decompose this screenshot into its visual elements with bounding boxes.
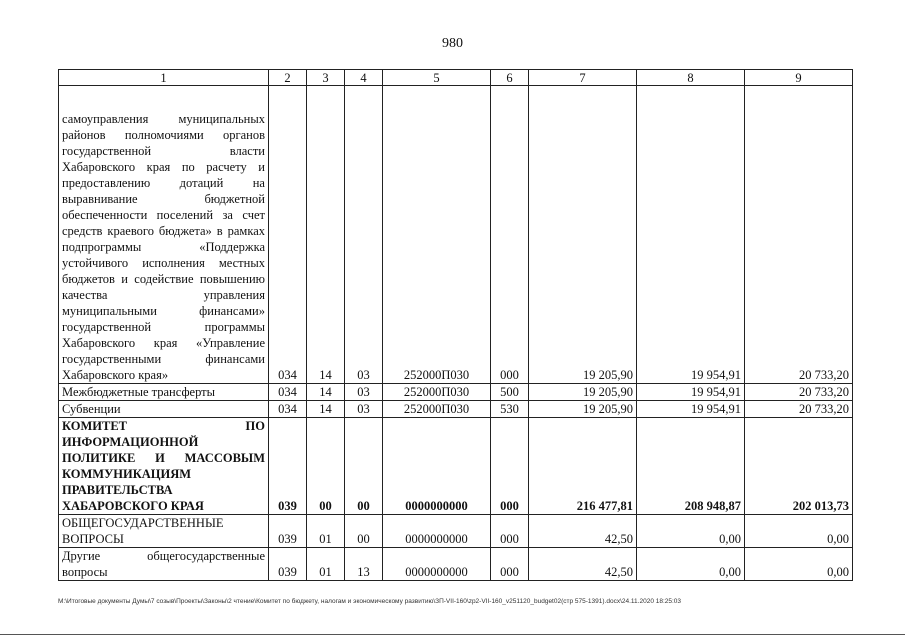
cell-admin-code: 039 (269, 548, 307, 581)
row-description: Другие общегосударственные вопросы (59, 548, 269, 581)
cell-amount-2022: 208 948,87 (637, 418, 745, 515)
cell-amount-2022: 0,00 (637, 515, 745, 548)
cell-target-article: 0000000000 (383, 515, 491, 548)
cell-amount-2022: 19 954,91 (637, 86, 745, 384)
budget-table (58, 69, 853, 581)
cell-target-article: 0000000000 (383, 548, 491, 581)
cell-amount-2022: 19 954,91 (637, 401, 745, 418)
cell-expense-type: 530 (491, 401, 529, 418)
cell-expense-type: 500 (491, 384, 529, 401)
cell-amount-2021: 19 205,90 (529, 86, 637, 384)
file-path-footer: M:\Итоговые документы Думы\7 созыв\Проекты\Законы\2 чтение\Комитет по бюджету, налогам и экономическому развитию\ЗП-VII-160\zp2-VII-160_v251120_budget02(стр 575-1391).docx\24.11.2020 18:25:03 (58, 598, 682, 605)
cell-expense-type: 000 (491, 418, 529, 515)
cell-amount-2021: 42,50 (529, 515, 637, 548)
header-cell: 1 (59, 70, 269, 86)
cell-amount-2023: 20 733,20 (745, 86, 853, 384)
cell-admin-code: 034 (269, 384, 307, 401)
cell-amount-2023: 20 733,20 (745, 401, 853, 418)
header-cell: 5 (383, 70, 491, 86)
header-cell: 3 (307, 70, 345, 86)
cell-target-article: 252000П030 (383, 384, 491, 401)
table-header-row (59, 70, 853, 86)
cell-expense-type: 000 (491, 86, 529, 384)
header-cell: 4 (345, 70, 383, 86)
cell-subsection: 00 (345, 515, 383, 548)
cell-amount-2023: 0,00 (745, 515, 853, 548)
page-bottom-rule (0, 634, 905, 635)
header-cell: 6 (491, 70, 529, 86)
cell-subsection: 13 (345, 548, 383, 581)
table-row-committee-total (59, 418, 853, 515)
cell-amount-2021: 216 477,81 (529, 418, 637, 515)
cell-admin-code: 039 (269, 515, 307, 548)
table-row (59, 86, 853, 384)
cell-section: 00 (307, 418, 345, 515)
cell-subsection: 03 (345, 384, 383, 401)
cell-subsection: 03 (345, 86, 383, 384)
cell-target-article: 0000000000 (383, 418, 491, 515)
table-row (59, 515, 853, 548)
cell-expense-type: 000 (491, 548, 529, 581)
cell-section: 14 (307, 401, 345, 418)
header-cell: 9 (745, 70, 853, 86)
cell-amount-2022: 19 954,91 (637, 384, 745, 401)
cell-admin-code: 039 (269, 418, 307, 515)
cell-expense-type: 000 (491, 515, 529, 548)
table-row (59, 384, 853, 401)
header-cell: 8 (637, 70, 745, 86)
row-description: Субвенции (59, 401, 269, 418)
cell-admin-code: 034 (269, 401, 307, 418)
row-description: Межбюджетные трансферты (59, 384, 269, 401)
cell-admin-code: 034 (269, 86, 307, 384)
cell-target-article: 252000П030 (383, 401, 491, 418)
cell-section: 01 (307, 548, 345, 581)
cell-amount-2021: 42,50 (529, 548, 637, 581)
cell-amount-2023: 0,00 (745, 548, 853, 581)
cell-section: 14 (307, 384, 345, 401)
table-row (59, 401, 853, 418)
cell-amount-2021: 19 205,90 (529, 384, 637, 401)
cell-section: 14 (307, 86, 345, 384)
table-row (59, 548, 853, 581)
cell-subsection: 03 (345, 401, 383, 418)
cell-amount-2022: 0,00 (637, 548, 745, 581)
row-description: КОМИТЕТ ПО ИНФОРМАЦИОННОЙ ПОЛИТИКЕ И МАССОВЫМ КОММУНИКАЦИЯМ ПРАВИТЕЛЬСТВА ХАБАРОВСКОГО КРАЯ (59, 418, 269, 515)
page-number: 980 (442, 36, 463, 51)
row-description: самоуправления муниципальных районов полномочиями органов государственной власти Хабаровского края по расчету и предоставлению дотаций на выравнивание бюджетной обеспеченности поселений за счет средств краевого бюджета» в рамках подпрограммы «Поддержка устойчивого исполнения местных бюджетов и содействие повышению качества управления муниципальными финансами» государственной программы Хабаровского края «Управление государственными финансами Хабаровского края» (59, 86, 269, 384)
cell-amount-2021: 19 205,90 (529, 401, 637, 418)
cell-amount-2023: 20 733,20 (745, 384, 853, 401)
header-cell: 2 (269, 70, 307, 86)
cell-target-article: 252000П030 (383, 86, 491, 384)
row-description: ОБЩЕГОСУДАРСТВЕННЫЕ ВОПРОСЫ (59, 515, 269, 548)
cell-amount-2023: 202 013,73 (745, 418, 853, 515)
cell-section: 01 (307, 515, 345, 548)
header-cell: 7 (529, 70, 637, 86)
cell-subsection: 00 (345, 418, 383, 515)
